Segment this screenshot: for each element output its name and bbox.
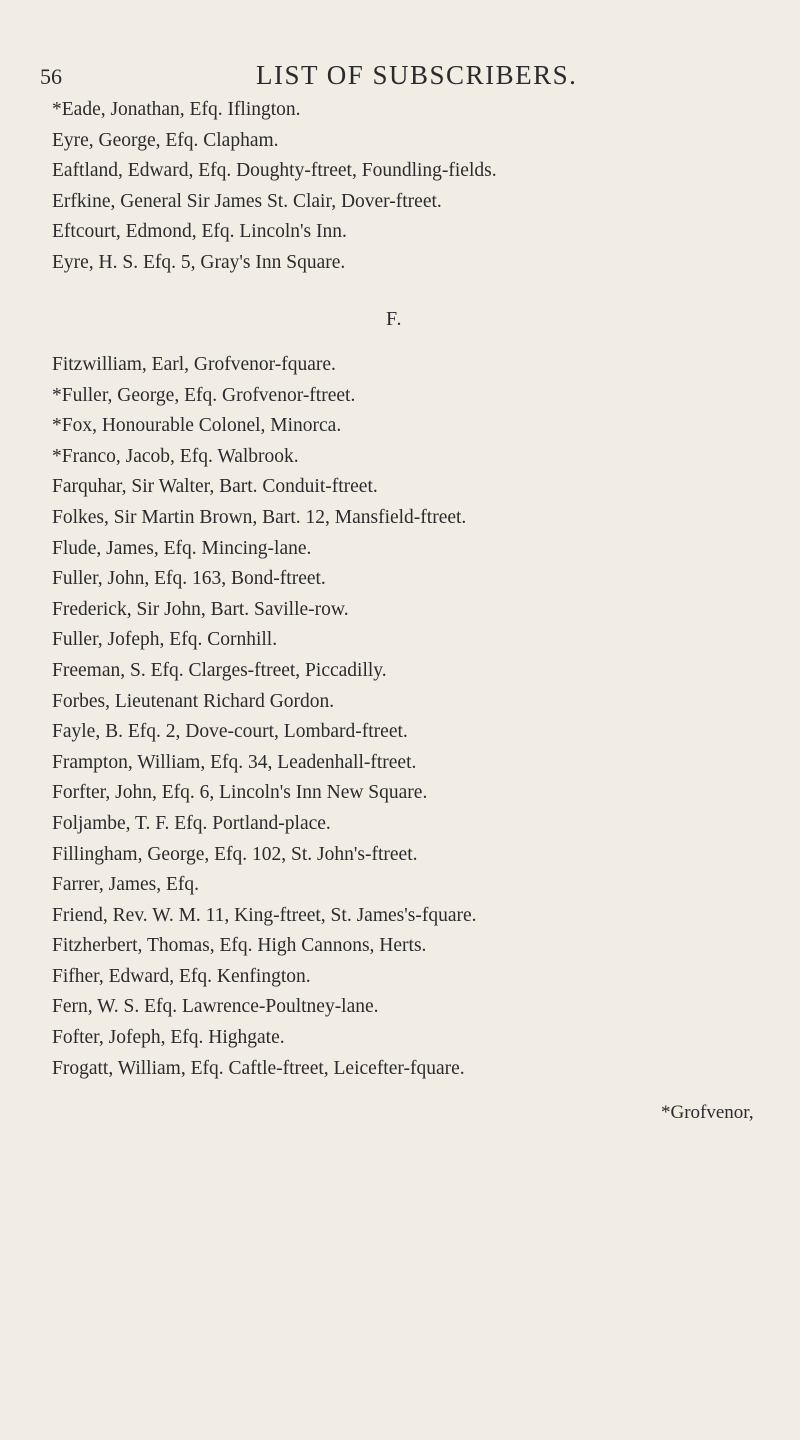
list-item: Fuller, Jofeph, Efq. Cornhill. <box>52 629 278 651</box>
running-header: LIST OF SUBSCRIBERS. <box>256 60 578 90</box>
list-item: Fitzherbert, Thomas, Efq. High Cannons, Herts. <box>52 935 427 957</box>
list-item: Fayle, B. Efq. 2, Dove-court, Lombard-ftreet. <box>52 721 408 743</box>
list-item: Foljambe, T. F. Efq. Portland-place. <box>52 812 331 834</box>
list-item: Forfter, John, Efq. 6, Lincoln's Inn New Square. <box>52 782 428 804</box>
list-item: Fitzwilliam, Earl, Grofvenor-fquare. <box>52 354 336 375</box>
list-item: Folkes, Sir Martin Brown, Bart. 12, Mansfield-ftreet. <box>52 506 467 528</box>
subscriber-list-f <box>52 350 800 1084</box>
catchword: *Grofvenor, <box>661 1102 754 1123</box>
list-item: *Fuller, George, Efq. Grofvenor-ftreet. <box>52 384 356 406</box>
list-item: Freeman, S. Efq. Clarges-ftreet, Piccadilly. <box>52 659 387 681</box>
list-item: Fern, W. S. Efq. Lawrence-Poultney-lane. <box>52 996 379 1018</box>
list-item: *Franco, Jacob, Efq. Walbrook. <box>52 445 299 467</box>
list-item: Forbes, Lieutenant Richard Gordon. <box>52 690 335 712</box>
list-item: *Fox, Honourable Colonel, Minorca. <box>52 415 342 437</box>
subscriber-list-e <box>52 95 800 279</box>
list-item: Fifher, Edward, Efq. Kenfington. <box>52 965 311 987</box>
section-heading: F. <box>386 308 403 330</box>
list-item: *Eade, Jonathan, Efq. Iflington. <box>52 99 301 120</box>
list-item: Farquhar, Sir Walter, Bart. Conduit-ftreet. <box>52 476 378 498</box>
list-item: Fofter, Jofeph, Efq. Highgate. <box>52 1027 285 1049</box>
list-item: Eyre, H. S. Efq. 5, Gray's Inn Square. <box>52 251 346 273</box>
list-item: Flude, James, Efq. Mincing-lane. <box>52 537 312 559</box>
list-item: Eftcourt, Edmond, Efq. Lincoln's Inn. <box>52 221 347 243</box>
list-item: Fillingham, George, Efq. 102, St. John's-ftreet. <box>52 843 418 865</box>
list-item: Frederick, Sir John, Bart. Saville-row. <box>52 598 349 620</box>
list-item: Friend, Rev. W. M. 11, King-ftreet, St. James's-fquare. <box>52 904 477 926</box>
list-item: Frogatt, William, Efq. Caftle-ftreet, Leicefter-fquare. <box>52 1057 465 1079</box>
list-item: Eaftland, Edward, Efq. Doughty-ftreet, Foundling-fields. <box>52 160 497 182</box>
list-item: Eyre, George, Efq. Clapham. <box>52 129 279 151</box>
list-item: Farrer, James, Efq. <box>52 874 200 896</box>
list-item: Fuller, John, Efq. 163, Bond-ftreet. <box>52 568 326 590</box>
list-item: Erfkine, General Sir James St. Clair, Dover-ftreet. <box>52 190 442 212</box>
page-number: 56 <box>40 64 62 89</box>
list-item: Frampton, William, Efq. 34, Leadenhall-ftreet. <box>52 751 417 773</box>
